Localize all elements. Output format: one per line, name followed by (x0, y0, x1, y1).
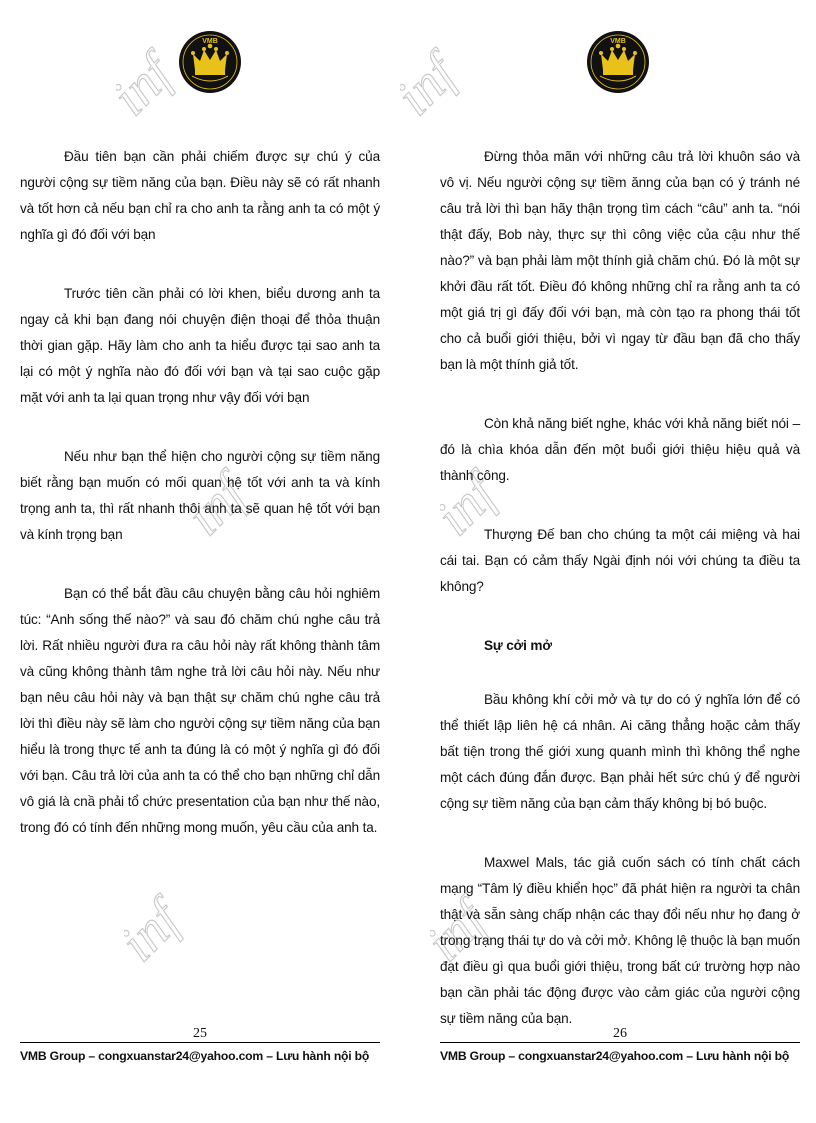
paragraph: Maxwel Mals, tác giả cuốn sách có tính chất cách mạng “Tâm lý điều khiển học” đã phát hiện ra người ta chân thật và sẵn sàng chấp nhận các thay đổi nếu như họ đang ở trong trạng thái tự do và cởi mở. Không lệ thuộc là bạn muốn đạt điều gì qua buổi giới thiệu, trong bất cứ trường hợp nào bạn cần phải tác động được vào cảm giác của người cộng sự tiềm năng của bạn. (440, 855, 800, 1026)
section-heading: Sự cởi mở (484, 638, 552, 653)
vmb-logo-icon (586, 30, 650, 94)
left-page (20, 0, 380, 1123)
footer-text: VMB Group – congxuanstar24@yahoo.com – Lưu hành nội bộ (440, 1049, 790, 1063)
logo-text: VMB (610, 38, 626, 45)
watermark-icon (116, 0, 246, 130)
page-number: 26 (613, 1026, 627, 1041)
left-page-body (20, 144, 380, 874)
paragraph: Bầu không khí cởi mở và tự do có ý nghĩa lớn để có thể thiết lập liên hệ cá nhân. Ai căng thẳng hoặc cảm thấy bất tiện trong thế giới xung quanh mình thì không thể nghe một cách đúng đắn được. Bạn phải hết sức chú ý để người cộng sự tiềm năng của bạn cảm thấy không bị bó buộc. (440, 692, 800, 811)
page-footer (440, 1026, 800, 1063)
watermark-icon (400, 0, 530, 130)
page-footer (20, 1026, 380, 1063)
paragraph: Nếu như bạn thể hiện cho người cộng sự tiềm năng biết rằng bạn muốn có mối quan hệ tốt với anh ta và kính trọng anh ta, thì rất nhanh thôi anh ta sẽ quan hệ tốt với bạn và kính trọng bạn (20, 449, 380, 542)
paragraph: Bạn có thể bắt đầu câu chuyện bằng câu hỏi nghiêm túc: “Anh sống thế nào?” và sau đó chăm chú nghe câu trả lời. Rất nhiều người đưa ra câu hỏi này rất không thành tâm và cũng không thành tâm nghe trả lời câu hỏi này. Nếu như bạn nêu câu hỏi này và bạn thật sự chăm chú nghe câu trả lời thì điều này sẽ làm cho người cộng sự tiềm năng của bạn hiểu là trong thực tế anh ta đúng là có một ý nghĩa gì đó đối với bạn. Câu trả lời của anh ta có thể cho bạn những chỉ dẫn vô giá là cnầ phải tổ chức presentation của bạn như thế nào, trong đó có tính đến những mong muốn, yêu cầu của anh ta. (20, 586, 380, 835)
footer-divider (440, 1042, 800, 1043)
right-page (440, 0, 800, 1123)
right-page-body (440, 144, 800, 1065)
footer-text: VMB Group – congxuanstar24@yahoo.com – Lưu hành nội bộ (20, 1049, 370, 1063)
page-number: 25 (193, 1026, 207, 1041)
paragraph: Trước tiên cần phải có lời khen, biểu dương anh ta ngay cả khi bạn đang nói chuyện điện thoại để thỏa thuận thời gian gặp. Hãy làm cho anh ta hiểu được tại sao anh ta lại có một ý nghĩa nào đó đối với bạn và tại sao cuộc gặp mặt với anh ta lại quan trọng như vậy đối với bạn (20, 286, 380, 405)
footer-divider (20, 1042, 380, 1043)
logo-text: VMB (202, 38, 218, 45)
paragraph: Còn khả năng biết nghe, khác với khả năng biết nói – đó là chìa khóa dẫn đến một buổi giới thiệu hiệu quả và thành công. (440, 416, 800, 483)
paragraph: Đừng thỏa mãn với những câu trả lời khuôn sáo và vô vị. Nếu người cộng sự tiềm ănng của bạn có ý tránh né câu trả lời thì bạn hãy thận trọng tìm cách “câu” anh ta. “nói thật đấy, Bob này, thực sự thì công việc của cậu như thế nào?” và bạn phải làm một thính giả chăm chú. Đó là một sự khởi đầu rất tốt. Điều đó không những chỉ ra rằng anh ta có một giá trị gì đấy đối với bạn, mà còn tạo ra phong thái tốt cho cả buổi giới thiệu, bởi vì ngay từ đầu bạn đã cho thấy bạn là một thính giả tốt. (440, 149, 800, 372)
paragraph: Thượng Đế ban cho chúng ta một cái miệng và hai cái tai. Bạn có cảm thấy Ngài định nói với chúng ta điều ta không? (440, 527, 800, 594)
paragraph: Đầu tiên bạn cần phải chiếm được sự chú ý của người cộng sự tiềm năng của bạn. Điều này sẽ có rất nhanh và tốt hơn cả nếu bạn chỉ ra cho anh ta rằng anh ta có một ý nghĩa gì đó đối với bạn (20, 149, 380, 242)
